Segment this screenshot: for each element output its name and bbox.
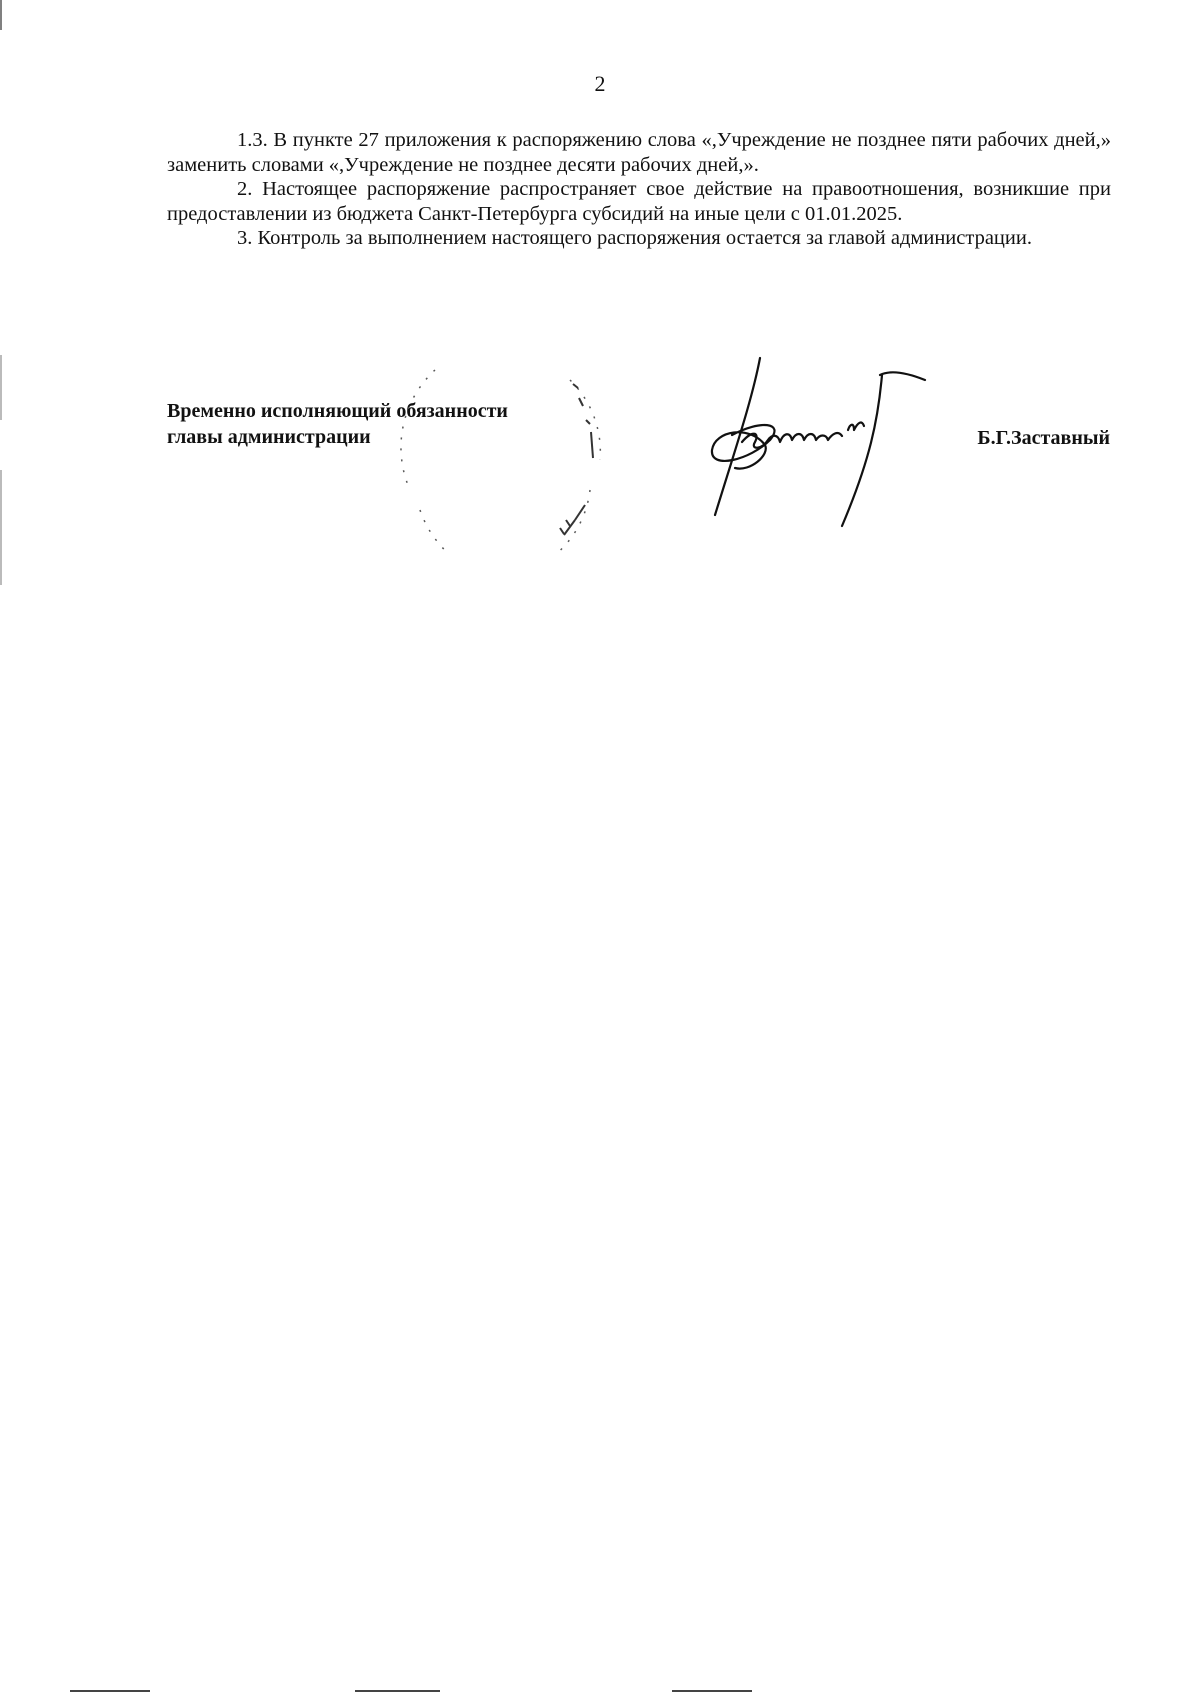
footer-rule-2 bbox=[355, 1690, 440, 1692]
signatory-position bbox=[167, 398, 508, 450]
footer-rule-3 bbox=[672, 1690, 752, 1692]
page-number: 2 bbox=[594, 71, 606, 96]
signatory-position-line-2: главы администрации bbox=[167, 426, 371, 448]
official-stamp bbox=[380, 340, 680, 570]
paragraph-1-3: 1.3. В пункте 27 приложения к распоряжению слова «,Учреждение не позднее пяти рабочих дней,» заменить словами «,Учреждение не позднее десяти рабочих дней,». bbox=[167, 129, 1111, 176]
signatory-position-line-1: Временно исполняющий обязанности bbox=[167, 400, 508, 422]
footer-rule-1 bbox=[70, 1690, 150, 1692]
paragraph-3: 3. Контроль за выполнением настоящего распоряжения остается за главой администрации. bbox=[237, 227, 1032, 249]
signatory-name: Б.Г.Заставный bbox=[977, 427, 1110, 449]
handwritten-signature bbox=[690, 350, 940, 540]
paragraph-2: 2. Настоящее распоряжение распространяет свое действие на правоотношения, возникшие при предоставлении из бюджета Санкт-Петербурга субсидий на иные цели с 01.01.2025. bbox=[167, 178, 1111, 225]
scan-edge-marks bbox=[0, 0, 6, 1698]
document-body bbox=[167, 128, 1111, 251]
